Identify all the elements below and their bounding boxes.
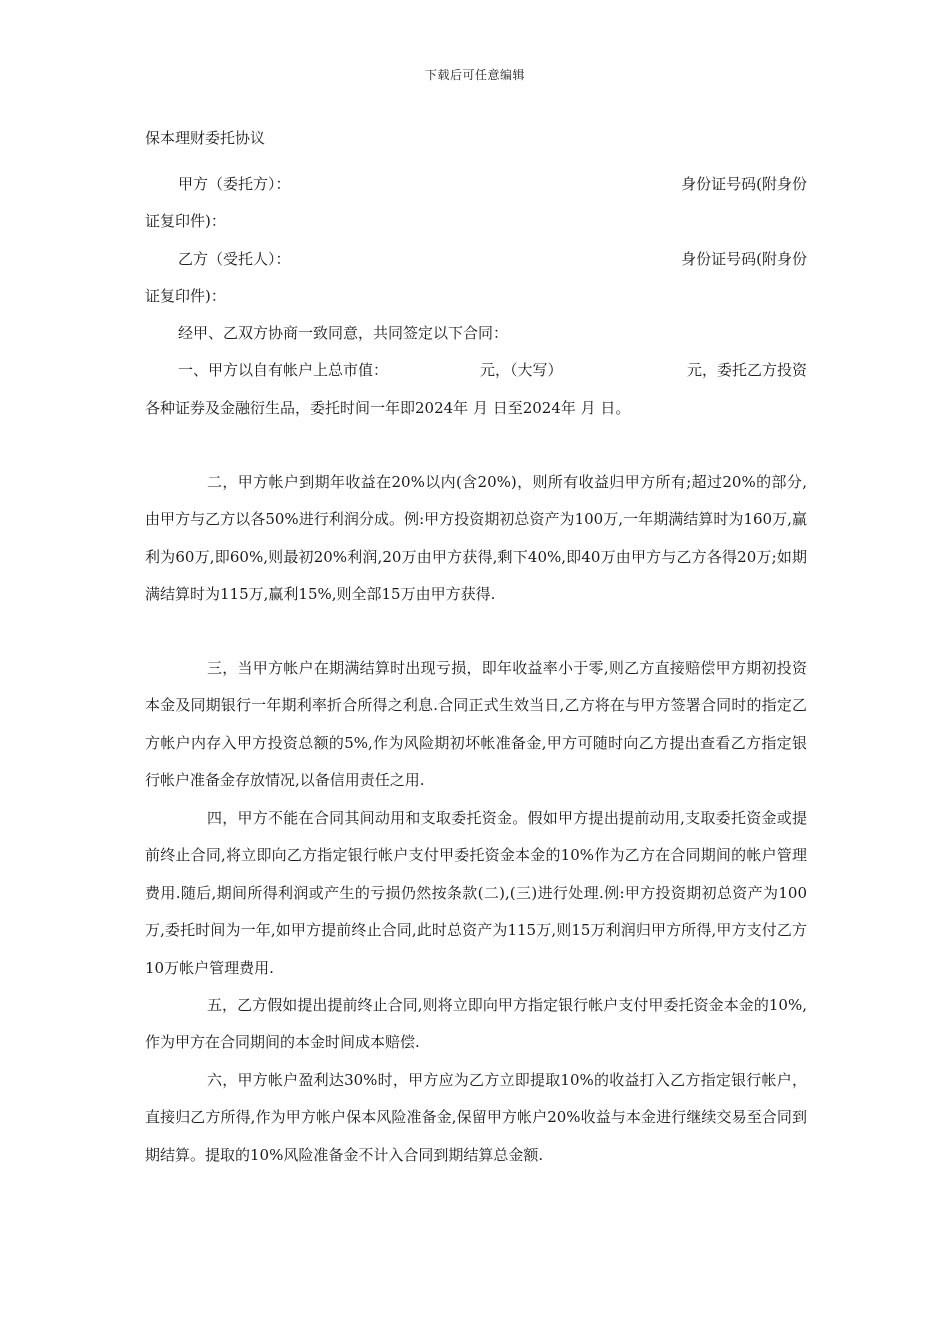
- party-b-id-label: 身份证号码(附身份: [681, 250, 807, 268]
- clause-1-line-1: [145, 355, 807, 385]
- party-b-line: [145, 244, 807, 274]
- intro-text: 经甲、乙双方协商一致同意，共同签定以下合同：: [178, 324, 509, 342]
- party-b-id-cont: 证复印件)：: [145, 287, 226, 305]
- clause-2: 二，甲方帐户到期年收益在20%以内(含20%)，则所有收益归甲方所有;超过20%的部分,由甲方与乙方以各50%进行利润分成。例:甲方投资期初总资产为100万,一年期满结算时为160万,赢利为60万,即60%,则最初20%利润,20万由甲方获得,剩下40%,即40万由甲方与乙方各得20万;如期满结算时为115万,赢利15%,则全部15万由甲方获得.: [145, 473, 807, 604]
- intro-line: [145, 318, 807, 348]
- page-header-note: 下载后可任意编辑: [424, 68, 525, 82]
- party-a-line: [145, 169, 807, 199]
- party-b-label: 乙方（受托人）：: [178, 250, 291, 268]
- clause-1-part-a: 一、甲方以自有帐户上总市值：: [178, 361, 389, 379]
- clause-6: 六，甲方帐户盈利达30%时，甲方应为乙方立即提取10%的收益打入乙方指定银行帐户，直接归乙方所得,作为甲方帐户保本风险准备金,保留甲方帐户20%收益与本金进行继续交易至合同到期结算。提取的10%风险准备金不计入合同到期结算总金额.: [145, 1071, 807, 1164]
- document-title: 保本理财委托协议: [145, 129, 266, 147]
- clause-4: 四，甲方不能在合同其间动用和支取委托资金。假如甲方提出提前动用,支取委托资金或提前终止合同,将立即向乙方指定银行帐户支付甲委托资金本金的10%作为乙方在合同期间的帐户管理费用.随后,期间所得利润或产生的亏损仍然按条款(二),(三)进行处理.例:甲方投资期初总资产为100万,委托时间为一年,如甲方提前终止合同,此时总资产为115万,则15万利润归甲方所得,甲方支付乙方10万帐户管理费用.: [145, 809, 807, 977]
- clause-1-part-b: 元，（大写）: [480, 361, 563, 379]
- clause-1-part-c: 元，委托乙方投资: [686, 361, 807, 379]
- party-a-id-label: 身份证号码(附身份: [681, 175, 807, 193]
- party-a-id-cont: 证复印件)：: [145, 212, 226, 230]
- clause-5: 五，乙方假如提出提前终止合同,则将立即向甲方指定银行帐户支付甲委托资金本金的10%,作为甲方在合同期间的本金时间成本赔偿.: [145, 996, 807, 1052]
- clause-1-line-2: 各种证券及金融衍生品，委托时间一年即2024年 月 日至2024年 月 日。: [145, 399, 631, 417]
- party-a-label: 甲方（委托方）：: [178, 175, 291, 193]
- clause-3: 三，当甲方帐户在期满结算时出现亏损，即年收益率小于零,则乙方直接赔偿甲方期初投资本金及同期银行一年期利率折合所得之利息.合同正式生效当日,乙方将在与甲方签署合同时的指定乙方帐户内存入甲方投资总额的5%,作为风险期初坏帐准备金,甲方可随时向乙方提出查看乙方指定银行帐户准备金存放情况,以备信用责任之用.: [145, 659, 807, 790]
